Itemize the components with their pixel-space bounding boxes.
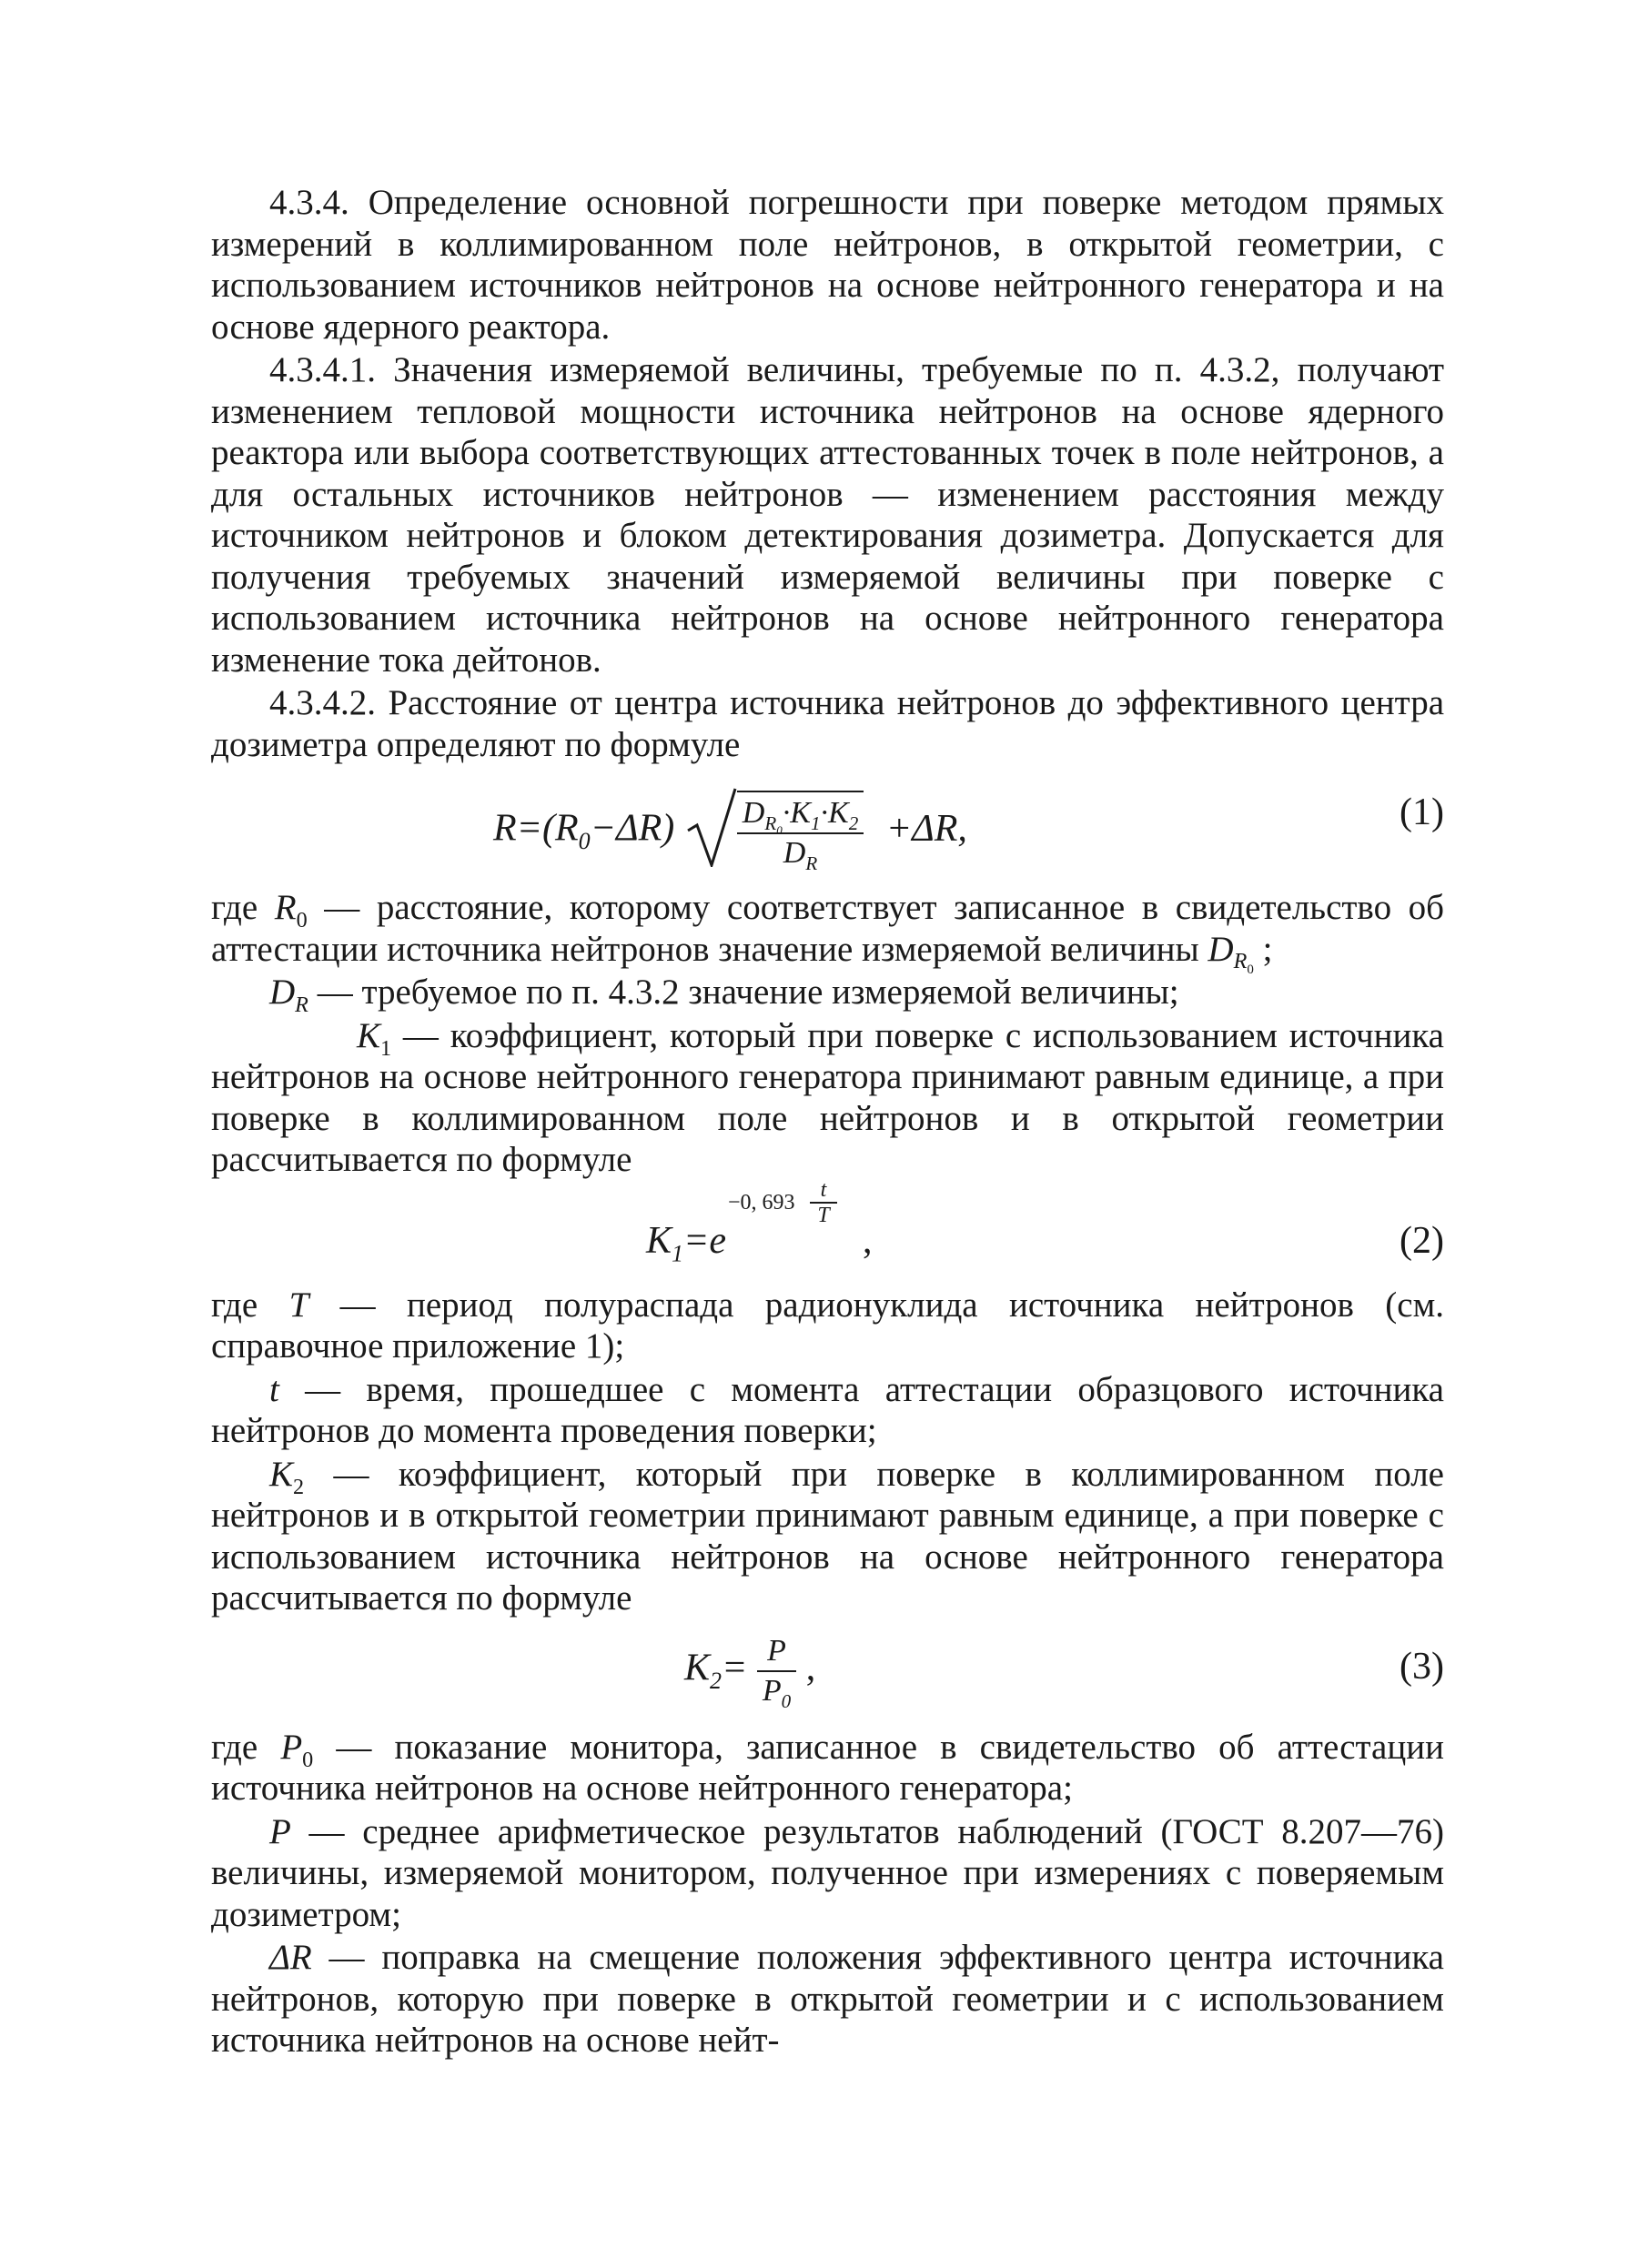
paragraph-4-3-4-2: 4.3.4.2. Расстояние от центра источника нейтронов до эффективного центра дозиметра определяют по формуле xyxy=(211,683,1444,764)
paragraph-4-3-4-1: 4.3.4.1. Значения измеряемой величины, требуемые по п. 4.3.2, получают изменением тепловой мощности источника нейтронов на основе ядерного реактора или выбора соответствующих аттестованных точек в поле нейтронов, а для остальных источников нейтронов — изменением расстояния между источником нейтронов и блоком детектирования дозиметра. Допускается для получения требуемых значений измеряемой величины при поверке с использованием источника нейтронов на основе нейтронного генератора изменение тока дейтонов. xyxy=(211,350,1444,680)
formula-3 xyxy=(211,1625,1444,1719)
def-p0-text: — показание монитора, записанное в свидетельство об аттестации источника нейтронов на основе нейтронного генератора; xyxy=(211,1727,1444,1809)
formula-2-exp-num: t xyxy=(810,1178,837,1204)
formula-2-exp-fraction xyxy=(810,1178,837,1227)
definition-delta-r xyxy=(211,1937,1444,2061)
def-k2-symbol: K xyxy=(269,1454,294,1494)
def-k1-sub: 1 xyxy=(380,1035,392,1061)
def-r0-text: — расстояние, которому соответствует записанное в свидетельство об аттестации источника нейтронов значение измеряемой величины xyxy=(211,888,1444,969)
formula-1-lhs-rest: −ΔR) xyxy=(590,807,675,850)
frac-den-d-sub: R xyxy=(805,852,818,874)
def-r0-d: D xyxy=(1208,929,1234,969)
formula-1 xyxy=(211,771,1444,880)
def-t-pre: где xyxy=(211,1285,289,1325)
frac-num-d-subsub: 0 xyxy=(776,823,783,837)
def-p-text: — среднее арифметическое результатов наблюдений (ГОСТ 8.207—76) величины, измеряемой монитором, полученное при измерениях с поверяемым дозиметром; xyxy=(211,1811,1444,1934)
formula-3-den: P xyxy=(762,1673,782,1708)
def-k2-sub: 2 xyxy=(293,1474,305,1499)
formula-1-sqrt xyxy=(684,791,864,872)
formula-3-num: P xyxy=(757,1632,796,1672)
definition-k1 xyxy=(211,1015,1444,1181)
definition-t-time xyxy=(211,1369,1444,1452)
frac-num-d-sub: R xyxy=(764,811,777,834)
frac-den-d: D xyxy=(783,836,806,870)
formula-2-lhs-sub: 1 xyxy=(672,1240,684,1267)
def-k1-symbol: K xyxy=(357,1015,381,1055)
def-dr-symbol: D xyxy=(269,973,296,1013)
formula-3-fraction xyxy=(757,1632,796,1710)
formula-2-tail: , xyxy=(863,1219,873,1262)
formula-1-fraction xyxy=(737,794,864,872)
document-page xyxy=(211,182,1444,2063)
formula-2-exp-coef: −0, 693 xyxy=(728,1190,795,1215)
formula-2-number: (2) xyxy=(1400,1219,1444,1262)
def-r0-symbol: R xyxy=(274,888,297,927)
formula-2 xyxy=(211,1177,1444,1277)
frac-num-d: D xyxy=(742,796,765,830)
def-tt-text: — время, прошедшее с момента аттестации образцового источника нейтронов до момента проведения поверки; xyxy=(211,1369,1444,1451)
definition-k2 xyxy=(211,1454,1444,1619)
def-p0-pre: где xyxy=(211,1727,281,1767)
formula-1-number: (1) xyxy=(1400,791,1444,833)
def-r0-end: ; xyxy=(1262,929,1273,969)
formula-3-tail: , xyxy=(805,1647,816,1689)
def-p0-symbol: P xyxy=(280,1727,303,1767)
definition-t-period xyxy=(211,1285,1444,1367)
formula-2-exponent xyxy=(726,1177,863,1253)
def-k2-text: — коэффициент, который при поверке в коллимированном поле нейтронов и в открытой геометрии принимают равным единице, а при поверке с использованием источника нейтронов на основе нейтронного генератора рассчитывается по формуле xyxy=(211,1454,1444,1618)
def-p0-sub: 0 xyxy=(302,1747,314,1772)
def-t-symbol: T xyxy=(288,1285,309,1325)
paragraph-4-3-4: 4.3.4. Определение основной погрешности при поверке методом прямых измерений в коллимированном поле нейтронов, в открытой геометрии, с использованием источников нейтронов на основе нейтронного генератора и на основе ядерного реактора. xyxy=(211,183,1444,347)
sqrt-sign-icon xyxy=(684,785,739,867)
formula-1-expression xyxy=(493,791,967,872)
definition-r0 xyxy=(211,887,1444,978)
formula-3-eq: = xyxy=(722,1647,748,1689)
def-r0-sub: 0 xyxy=(296,907,308,932)
formula-1-lhs: R=(R xyxy=(493,807,579,850)
def-k1-text: — коэффициент, который при поверке с использованием источника нейтронов на основе нейтронного генератора принимают равным единице, а при поверке в коллимированном поле нейтронов и в открытой геометрии рассчитывается по формуле xyxy=(211,1015,1444,1180)
formula-2-lhs: K xyxy=(646,1219,672,1262)
def-r0-d-sub: R xyxy=(1233,949,1248,974)
formula-3-lhs: K xyxy=(684,1647,711,1689)
definition-p0 xyxy=(211,1727,1444,1809)
def-delta-r-text: — поправка на смещение положения эффективного центра источника нейтронов, которую при поверке в открытой геометрии и с использованием источника нейтронов на основе нейт- xyxy=(211,1938,1444,2061)
def-delta-r-symbol: ΔR xyxy=(269,1938,312,1978)
formula-3-expression xyxy=(684,1632,815,1710)
def-r0-pre: где xyxy=(211,888,275,927)
def-dr-sub: R xyxy=(295,992,308,1017)
def-dr-text: — требуемое по п. 4.3.2 значение измеряемой величины; xyxy=(308,973,1179,1013)
formula-1-tail: +ΔR, xyxy=(885,807,967,850)
def-t-text: — период полураспада радионуклида источника нейтронов (см. справочное приложение 1); xyxy=(211,1285,1444,1366)
frac-num-k1: ·K xyxy=(782,796,811,830)
formula-2-eq: =e xyxy=(683,1219,727,1262)
formula-3-number: (3) xyxy=(1400,1645,1444,1688)
def-p-symbol: P xyxy=(269,1811,291,1851)
formula-3-lhs-sub: 2 xyxy=(710,1667,723,1694)
frac-num-k2: ·K xyxy=(820,796,849,830)
frac-num-k2-sub: 2 xyxy=(848,811,859,834)
formula-2-exp-den: T xyxy=(817,1203,830,1227)
formula-3-den-sub: 0 xyxy=(781,1689,792,1712)
definition-p xyxy=(211,1811,1444,1936)
formula-2-expression xyxy=(646,1177,873,1267)
def-tt-symbol: t xyxy=(269,1369,279,1409)
formula-1-lhs-sub: 0 xyxy=(578,828,591,855)
frac-num-k1-sub: 1 xyxy=(810,811,821,834)
definition-dr xyxy=(211,972,1444,1017)
def-r0-d-subsub: 0 xyxy=(1247,963,1254,978)
